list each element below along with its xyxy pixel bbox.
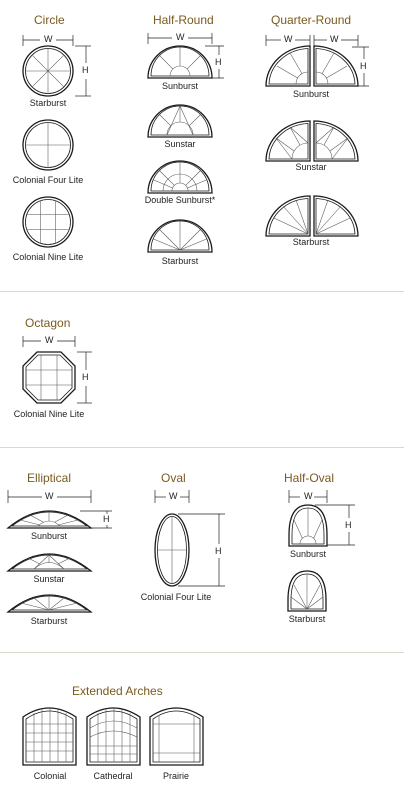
half-round-sunburst-window — [148, 46, 212, 78]
quarter-round-left-width-label: W — [284, 34, 293, 44]
circle-colonial-nine-window — [23, 197, 73, 247]
quarter-round-sunstar-left-window — [266, 121, 310, 161]
octagon-width-label: W — [45, 335, 54, 345]
extended-arch-prairie-label: Prairie — [162, 771, 190, 781]
quarter-round-section-title: Quarter-Round — [271, 13, 352, 27]
half-oval-starburst-window — [288, 571, 326, 611]
octagon-section-title: Octagon — [25, 316, 71, 330]
circle-width-label: W — [44, 34, 53, 44]
oval-colonial-four-window — [155, 514, 189, 586]
half-oval-sunburst-label: Sunburst — [289, 549, 327, 559]
circle-height-label: H — [82, 65, 89, 75]
quarter-round-starburst-left-window — [266, 196, 310, 236]
octagon-colonial-nine-window — [23, 352, 75, 403]
half-round-starburst-label: Starburst — [161, 256, 199, 266]
half-round-height-label: H — [215, 57, 222, 67]
half-round-sunstar-label: Sunstar — [164, 139, 196, 149]
quarter-round-right-width-label: W — [330, 34, 339, 44]
circle-colonial-four-window — [23, 120, 73, 170]
quarter-round-sunburst-label: Sunburst — [292, 89, 330, 99]
half-oval-section-title: Half-Oval — [284, 471, 335, 485]
elliptical-sunstar-label: Sunstar — [33, 574, 65, 584]
half-round-starburst-window — [148, 220, 212, 252]
quarter-round-sunstar-right-window — [314, 121, 358, 161]
elliptical-sunburst-window — [8, 511, 91, 528]
quarter-round-starburst-label: Starburst — [292, 237, 330, 247]
circle-colonial-nine-label: Colonial Nine Lite — [12, 252, 84, 262]
elliptical-starburst-label: Starburst — [30, 616, 68, 626]
extended-arch-colonial-window — [23, 708, 76, 765]
half-round-double-sunburst-window — [148, 161, 212, 193]
half-oval-starburst-label: Starburst — [288, 614, 326, 624]
elliptical-starburst-window — [8, 595, 91, 612]
half-oval-sunburst-window — [289, 505, 327, 546]
quarter-round-height-label: H — [360, 61, 367, 71]
circle-starburst-label: Starburst — [29, 98, 67, 108]
half-round-sunstar-window — [148, 105, 212, 137]
quarter-round-starburst-right-window — [314, 196, 358, 236]
extended-arch-cathedral-label: Cathedral — [93, 771, 133, 781]
extended-arch-colonial-label: Colonial — [33, 771, 67, 781]
octagon-height-label: H — [82, 372, 89, 382]
half-round-section-title: Half-Round — [153, 13, 214, 27]
elliptical-width-label: W — [45, 491, 54, 501]
oval-section-title: Oval — [161, 471, 186, 485]
quarter-round-sunburst-left-window — [266, 46, 310, 86]
circle-section-title: Circle — [34, 13, 65, 27]
extended-arch-cathedral-window — [87, 708, 140, 765]
oval-width-label: W — [169, 491, 178, 501]
quarter-round-sunstar-label: Sunstar — [295, 162, 327, 172]
half-round-sunburst-label: Sunburst — [161, 81, 199, 91]
extended-arches-section-title: Extended Arches — [72, 684, 163, 698]
elliptical-sunstar-window — [8, 554, 91, 571]
half-round-double-sunburst-label: Double Sunburst* — [144, 195, 216, 205]
oval-colonial-four-label: Colonial Four Lite — [140, 592, 212, 602]
half-oval-width-label: W — [304, 491, 313, 501]
oval-height-label: H — [215, 546, 222, 556]
circle-starburst-window — [23, 46, 73, 96]
half-round-width-label: W — [176, 32, 185, 42]
elliptical-sunburst-label: Sunburst — [30, 531, 68, 541]
quarter-round-sunburst-right-window — [314, 46, 358, 86]
elliptical-section-title: Elliptical — [27, 471, 72, 485]
extended-arch-prairie-window — [150, 708, 203, 765]
octagon-colonial-nine-label: Colonial Nine Lite — [13, 409, 85, 419]
elliptical-height-label: H — [103, 514, 110, 524]
half-oval-height-label: H — [345, 520, 352, 530]
circle-colonial-four-label: Colonial Four Lite — [12, 175, 84, 185]
